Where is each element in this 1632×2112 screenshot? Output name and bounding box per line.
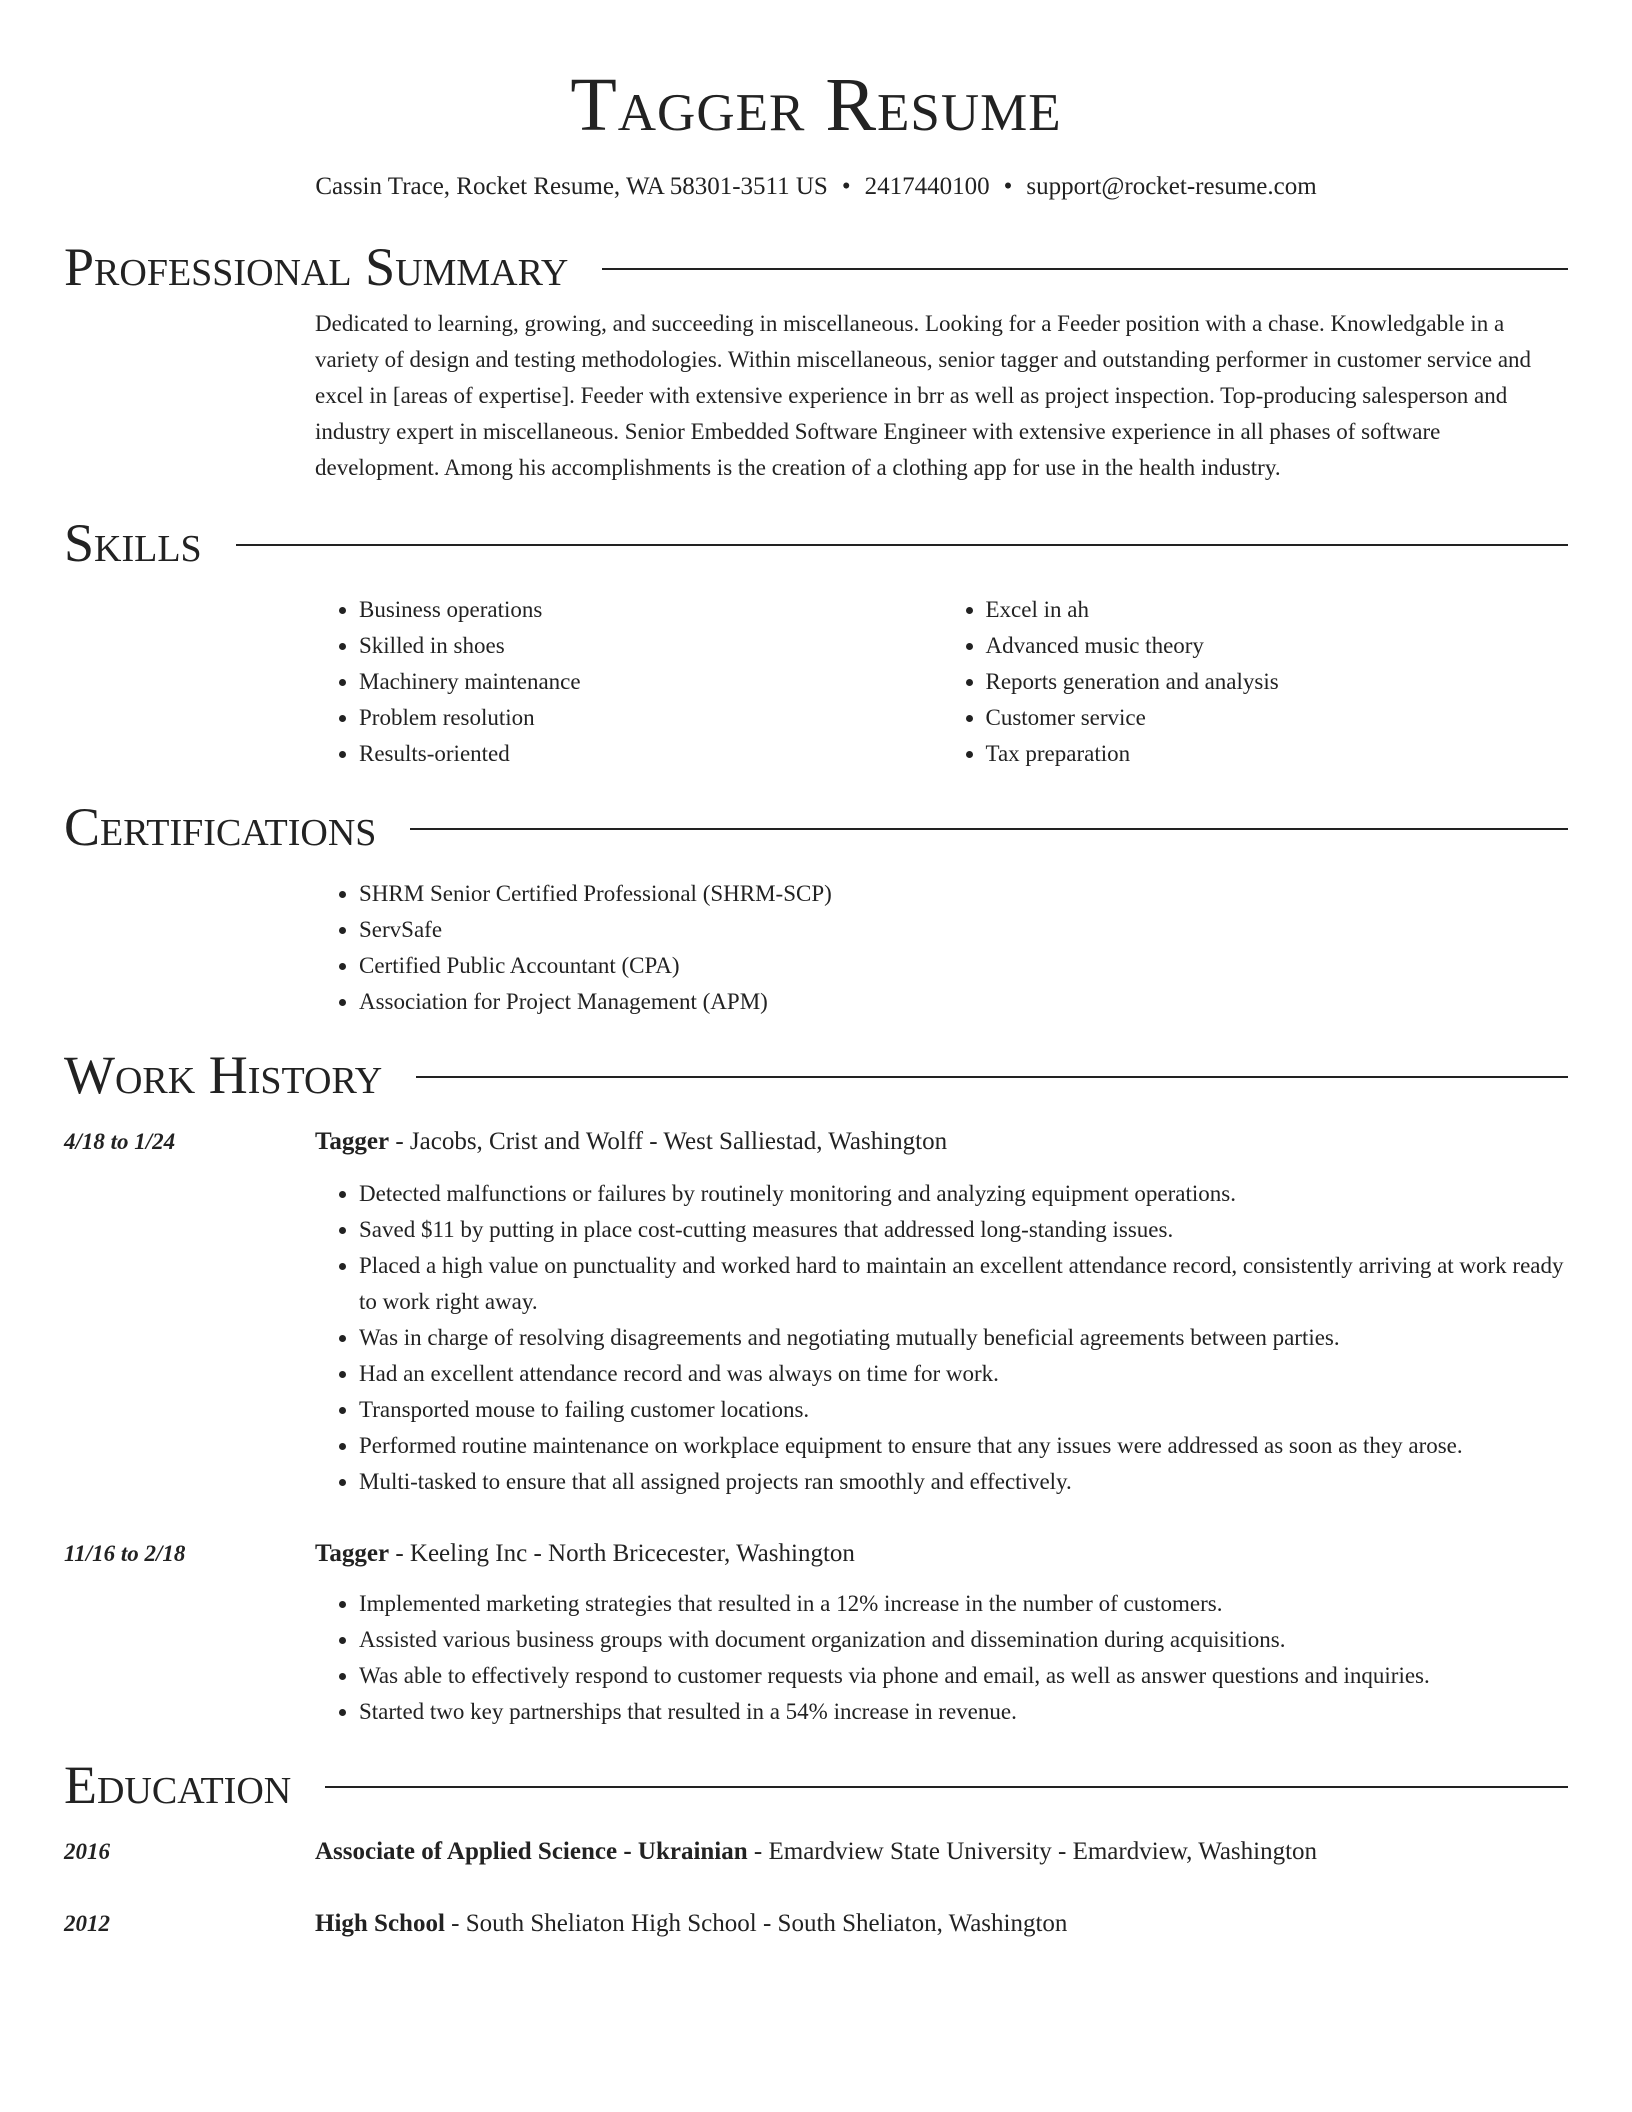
list-item: • Excel in ah bbox=[986, 592, 1569, 628]
education-section bbox=[64, 1750, 1568, 1942]
job-main bbox=[315, 1124, 1568, 1500]
education-details: - South Sheliaton High School - South Sheliaton, Washington bbox=[444, 1910, 1068, 1937]
list-item: • Advanced music theory bbox=[986, 628, 1569, 664]
job-details: - Keeling Inc - North Bricecester, Washington bbox=[389, 1540, 855, 1567]
education-year: 2016 bbox=[64, 1839, 110, 1864]
section-divider bbox=[410, 828, 1568, 830]
job-dates: 4/18 to 1/24 bbox=[64, 1129, 176, 1154]
education-details: - Emardview State University - Emardview, Washington bbox=[747, 1838, 1318, 1865]
contact-address: Cassin Trace, Rocket Resume, WA 58301-3511 US bbox=[315, 173, 828, 200]
certifications-body bbox=[315, 876, 1568, 1020]
list-item: • Reports generation and analysis bbox=[986, 664, 1569, 700]
list-item: • Problem resolution bbox=[359, 700, 942, 736]
education-entry bbox=[64, 1834, 1568, 1870]
list-item: • Was able to effectively respond to customer requests via phone and email, as well as answer questions and inquiries. bbox=[359, 1658, 1568, 1694]
contact-email: support@rocket-resume.com bbox=[1026, 173, 1317, 200]
job-role: Tagger bbox=[315, 1128, 390, 1155]
work-history-title: Work History bbox=[64, 1045, 383, 1105]
job-entry bbox=[64, 1124, 1568, 1500]
job-heading bbox=[315, 1124, 1568, 1160]
certifications-title: Certifications bbox=[64, 797, 377, 857]
summary-section bbox=[64, 232, 1568, 486]
list-item: • Saved $11 by putting in place cost-cutting measures that addressed long-standing issues. bbox=[359, 1212, 1568, 1248]
job-heading bbox=[315, 1536, 1568, 1572]
list-item: • Detected malfunctions or failures by routinely monitoring and analyzing equipment operations. bbox=[359, 1176, 1568, 1212]
education-heading bbox=[64, 1750, 1568, 1820]
contact-phone: 2417440100 bbox=[864, 173, 990, 200]
summary-body bbox=[315, 306, 1568, 486]
section-divider bbox=[325, 1786, 1568, 1788]
list-item: • Assisted various business groups with document organization and dissemination during acquisitions. bbox=[359, 1622, 1568, 1658]
education-degree: High School bbox=[315, 1910, 445, 1937]
certifications-heading bbox=[64, 792, 1568, 862]
work-history-heading bbox=[64, 1040, 1568, 1110]
list-item: • Business operations bbox=[359, 592, 942, 628]
job-dates: 11/16 to 2/18 bbox=[64, 1541, 186, 1566]
skills-title: Skills bbox=[64, 513, 202, 573]
summary-title: Professional Summary bbox=[64, 237, 569, 297]
list-item: • Customer service bbox=[986, 700, 1569, 736]
job-bullets bbox=[315, 1176, 1568, 1500]
list-item: • Started two key partnerships that resulted in a 54% increase in revenue. bbox=[359, 1694, 1568, 1730]
list-item: • Had an excellent attendance record and was always on time for work. bbox=[359, 1356, 1568, 1392]
skills-section bbox=[64, 508, 1568, 772]
contact-separator: • bbox=[1003, 173, 1013, 200]
list-item: • Transported mouse to failing customer locations. bbox=[359, 1392, 1568, 1428]
job-entry bbox=[64, 1536, 1568, 1730]
list-item: • Was in charge of resolving disagreements and negotiating mutually beneficial agreements between parties. bbox=[359, 1320, 1568, 1356]
list-item: • Implemented marketing strategies that resulted in a 12% increase in the number of customers. bbox=[359, 1586, 1568, 1622]
job-details: - Jacobs, Crist and Wolff - West Salliestad, Washington bbox=[389, 1128, 948, 1155]
skills-heading bbox=[64, 508, 1568, 578]
section-divider bbox=[602, 268, 1568, 270]
education-title: Education bbox=[64, 1755, 292, 1815]
job-role: Tagger bbox=[315, 1540, 390, 1567]
education-heading-line bbox=[315, 1906, 1568, 1942]
skills-list-right bbox=[942, 592, 1569, 772]
list-item: • Performed routine maintenance on workplace equipment to ensure that any issues were addressed as soon as they arose. bbox=[359, 1428, 1568, 1464]
summary-text: Dedicated to learning, growing, and succeeding in miscellaneous. Looking for a Feeder position with a chase. Knowledgable in a variety of design and testing methodologies. Within miscellaneous, senior tagger and outstanding performer in customer service and excel in [areas of expertise]. Feeder with extensive experience in brr as well as project inspection. Top-producing salesperson and industry expert in miscellaneous. Senior Embedded Software Engineer with extensive experience in all phases of software development. Among his accomplishments is the creation of a clothing app for use in the health industry. bbox=[315, 311, 1532, 480]
education-year: 2012 bbox=[64, 1911, 110, 1936]
list-item: • Placed a high value on punctuality and worked hard to maintain an excellent attendance record, consistently arriving at work ready to work right away. bbox=[359, 1248, 1568, 1320]
list-item: • Results-oriented bbox=[359, 736, 942, 772]
education-main bbox=[315, 1834, 1568, 1870]
section-divider bbox=[416, 1076, 1568, 1078]
education-degree: Associate of Applied Science - Ukrainian bbox=[315, 1838, 748, 1865]
resume-page bbox=[64, 0, 1568, 1942]
list-item: • Multi-tasked to ensure that all assigned projects ran smoothly and effectively. bbox=[359, 1464, 1568, 1500]
education-entry bbox=[64, 1906, 1568, 1942]
education-main bbox=[315, 1906, 1568, 1942]
list-item: • Machinery maintenance bbox=[359, 664, 942, 700]
list-item: • Certified Public Accountant (CPA) bbox=[359, 948, 1568, 984]
list-item: • Association for Project Management (APM) bbox=[359, 984, 1568, 1020]
job-main bbox=[315, 1536, 1568, 1730]
section-divider bbox=[236, 544, 1568, 546]
summary-heading bbox=[64, 232, 1568, 302]
certifications-list bbox=[315, 876, 1568, 1020]
skills-list-left bbox=[315, 592, 942, 772]
resume-name: Tagger Resume bbox=[570, 63, 1062, 147]
certifications-section bbox=[64, 792, 1568, 1020]
list-item: • Tax preparation bbox=[986, 736, 1569, 772]
list-item: • Skilled in shoes bbox=[359, 628, 942, 664]
contact-separator: • bbox=[841, 173, 851, 200]
education-heading-line bbox=[315, 1834, 1568, 1870]
work-history-section bbox=[64, 1040, 1568, 1730]
list-item: • SHRM Senior Certified Professional (SHRM-SCP) bbox=[359, 876, 1568, 912]
contact-line bbox=[64, 170, 1568, 204]
job-bullets bbox=[315, 1586, 1568, 1730]
skills-body bbox=[315, 592, 1568, 772]
list-item: • ServSafe bbox=[359, 912, 1568, 948]
